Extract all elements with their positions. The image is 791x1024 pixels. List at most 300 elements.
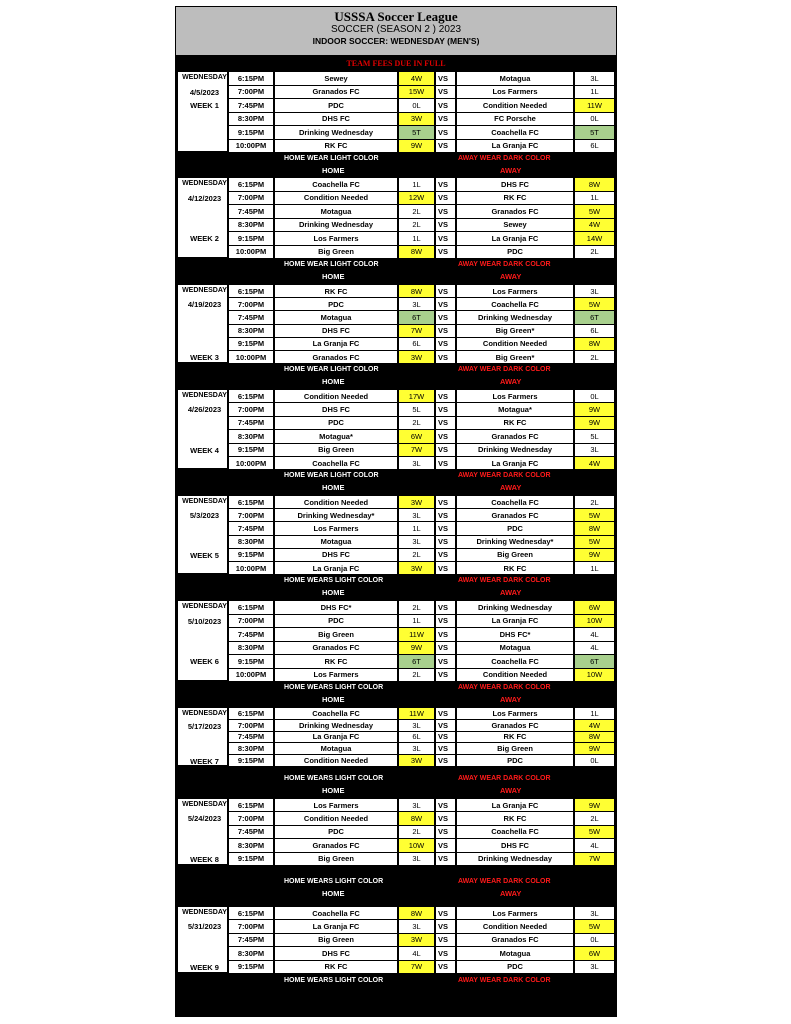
away-result: 5L	[574, 429, 615, 443]
vs-label: VS	[435, 707, 456, 720]
away-color-note: AWAY WEAR DARK COLOR	[458, 977, 551, 984]
home-result: 9W	[398, 641, 435, 656]
away-team: Granados FC	[456, 508, 574, 522]
home-label: HOME	[322, 272, 345, 281]
vs-label: VS	[435, 946, 456, 960]
away-team: Drinking Wednesday	[456, 443, 574, 457]
home-result: 2L	[398, 668, 435, 683]
week-date: 5/24/2023	[187, 814, 222, 824]
away-color-note: AWAY WEAR DARK COLOR	[458, 155, 551, 162]
game-time: 7:00PM	[228, 402, 274, 416]
division-label: INDOOR SOCCER: WEDNESDAY (MEN'S)	[312, 36, 480, 46]
away-team: DHS FC	[456, 177, 574, 192]
home-team: Drinking Wednesday	[274, 125, 398, 140]
week-day-cell	[177, 389, 228, 469]
home-team: La Granja FC	[274, 337, 398, 351]
home-result: 2L	[398, 204, 435, 219]
home-team: PDC	[274, 297, 398, 311]
home-team: Big Green	[274, 852, 398, 866]
away-result: 2L	[574, 350, 615, 364]
vs-label: VS	[435, 112, 456, 127]
game-time: 6:15PM	[228, 798, 274, 812]
away-result: 9W	[574, 798, 615, 812]
away-result: 8W	[574, 177, 615, 192]
away-result: 5T	[574, 125, 615, 140]
vs-label: VS	[435, 798, 456, 812]
vs-label: VS	[435, 218, 456, 233]
game-time: 7:45PM	[228, 627, 274, 642]
vs-label: VS	[435, 85, 456, 100]
away-team: La Granja FC	[456, 231, 574, 246]
vs-label: VS	[435, 177, 456, 192]
home-team: DHS FC	[274, 402, 398, 416]
vs-label: VS	[435, 508, 456, 522]
away-result: 8W	[574, 731, 615, 744]
away-label: AWAY	[500, 588, 522, 597]
away-label: AWAY	[500, 166, 522, 175]
week-date: 5/10/2023	[187, 616, 222, 626]
home-team: RK FC	[274, 139, 398, 154]
game-time: 7:45PM	[228, 98, 274, 113]
away-result: 9W	[574, 548, 615, 562]
home-result: 1L	[398, 177, 435, 192]
game-time: 8:30PM	[228, 429, 274, 443]
home-result: 7W	[398, 960, 435, 974]
home-result: 4L	[398, 946, 435, 960]
home-result: 3L	[398, 456, 435, 470]
home-team: Drinking Wednesday	[274, 218, 398, 233]
vs-label: VS	[435, 521, 456, 535]
home-team: RK FC	[274, 960, 398, 974]
away-result: 7W	[574, 852, 615, 866]
league-title: USSSA Soccer League	[334, 9, 458, 24]
home-team: Los Farmers	[274, 231, 398, 246]
away-team: Drinking Wednesday	[456, 600, 574, 615]
home-team: Coachella FC	[274, 707, 398, 720]
vs-label: VS	[435, 754, 456, 767]
away-team: Coachella FC	[456, 495, 574, 509]
home-team: Big Green	[274, 627, 398, 642]
home-color-note: HOME WEAR LIGHT COLOR	[284, 261, 379, 268]
away-result: 5W	[574, 204, 615, 219]
home-label: HOME	[322, 166, 345, 175]
vs-label: VS	[435, 350, 456, 364]
home-result: 10W	[398, 838, 435, 852]
away-team: La Granja FC	[456, 456, 574, 470]
away-result: 14W	[574, 231, 615, 246]
away-team: DHS FC*	[456, 627, 574, 642]
away-result: 9W	[574, 742, 615, 755]
week-day-cell	[177, 707, 228, 766]
away-team: FC Porsche	[456, 112, 574, 127]
home-result: 17W	[398, 389, 435, 403]
away-team: Condition Needed	[456, 919, 574, 933]
away-result: 3L	[574, 284, 615, 298]
game-time: 10:00PM	[228, 245, 274, 260]
game-time: 7:45PM	[228, 933, 274, 947]
vs-label: VS	[435, 402, 456, 416]
vs-label: VS	[435, 933, 456, 947]
home-team: Granados FC	[274, 641, 398, 656]
away-result: 6T	[574, 310, 615, 324]
home-color-note: HOME WEARS LIGHT COLOR	[284, 775, 384, 782]
away-team: Big Green	[456, 742, 574, 755]
away-result: 0L	[574, 933, 615, 947]
home-label: HOME	[322, 695, 345, 704]
home-team: Los Farmers	[274, 521, 398, 535]
away-team: Coachella FC	[456, 125, 574, 140]
home-team: Condition Needed	[274, 191, 398, 206]
home-team: Los Farmers	[274, 668, 398, 683]
home-team: Condition Needed	[274, 495, 398, 509]
away-team: PDC	[456, 960, 574, 974]
away-label: AWAY	[500, 889, 522, 898]
vs-label: VS	[435, 548, 456, 562]
game-time: 7:45PM	[228, 521, 274, 535]
away-team: La Granja FC	[456, 798, 574, 812]
home-result: 1L	[398, 231, 435, 246]
away-result: 4W	[574, 719, 615, 732]
home-result: 8W	[398, 245, 435, 260]
away-team: Big Green	[456, 548, 574, 562]
vs-label: VS	[435, 561, 456, 575]
away-result: 6L	[574, 139, 615, 154]
game-time: 6:15PM	[228, 71, 274, 86]
home-result: 6W	[398, 429, 435, 443]
home-result: 9W	[398, 139, 435, 154]
game-time: 6:15PM	[228, 284, 274, 298]
home-result: 6L	[398, 731, 435, 744]
vs-label: VS	[435, 139, 456, 154]
week-number: WEEK 8	[190, 854, 219, 864]
home-result: 8W	[398, 811, 435, 825]
vs-label: VS	[435, 389, 456, 403]
away-result: 6L	[574, 324, 615, 338]
away-result: 0L	[574, 754, 615, 767]
weekday-label: WEDNESDAY	[182, 180, 227, 187]
away-result: 10W	[574, 614, 615, 629]
week-number: WEEK 4	[190, 445, 219, 455]
away-result: 3L	[574, 906, 615, 920]
weekday-label: WEDNESDAY	[182, 801, 227, 808]
vs-label: VS	[435, 919, 456, 933]
home-team: Condition Needed	[274, 754, 398, 767]
away-result: 4L	[574, 627, 615, 642]
vs-label: VS	[435, 456, 456, 470]
game-time: 9:15PM	[228, 960, 274, 974]
home-result: 3L	[398, 297, 435, 311]
away-team: Coachella FC	[456, 654, 574, 669]
week-number: WEEK 9	[190, 962, 219, 972]
game-time: 10:00PM	[228, 456, 274, 470]
vs-label: VS	[435, 641, 456, 656]
home-result: 11W	[398, 707, 435, 720]
game-time: 7:00PM	[228, 191, 274, 206]
away-label: AWAY	[500, 695, 522, 704]
home-team: Drinking Wednesday	[274, 719, 398, 732]
week-day-cell	[177, 495, 228, 574]
home-team: Drinking Wednesday*	[274, 508, 398, 522]
home-team: Big Green	[274, 443, 398, 457]
game-time: 7:45PM	[228, 204, 274, 219]
home-team: RK FC	[274, 654, 398, 669]
week-day-cell	[177, 600, 228, 681]
week-date: 4/26/2023	[187, 405, 222, 415]
home-team: RK FC	[274, 284, 398, 298]
week-number: WEEK 3	[190, 353, 219, 362]
fees-notice: TEAM FEES DUE IN FULL	[346, 59, 446, 68]
home-team: Big Green	[274, 933, 398, 947]
home-color-note: HOME WEARS LIGHT COLOR	[284, 684, 384, 691]
away-result: 6W	[574, 600, 615, 615]
game-time: 8:30PM	[228, 535, 274, 549]
away-team: La Granja FC	[456, 614, 574, 629]
home-team: DHS FC	[274, 324, 398, 338]
away-result: 3L	[574, 71, 615, 86]
away-result: 4W	[574, 456, 615, 470]
home-result: 3L	[398, 535, 435, 549]
home-team: DHS FC*	[274, 600, 398, 615]
away-color-note: AWAY WEAR DARK COLOR	[458, 261, 551, 268]
away-team: Big Green*	[456, 350, 574, 364]
game-time: 8:30PM	[228, 112, 274, 127]
home-result: 1L	[398, 614, 435, 629]
vs-label: VS	[435, 204, 456, 219]
game-time: 8:30PM	[228, 218, 274, 233]
vs-label: VS	[435, 191, 456, 206]
away-team: Motagua	[456, 641, 574, 656]
home-result: 8W	[398, 906, 435, 920]
away-team: Coachella FC	[456, 825, 574, 839]
game-time: 9:15PM	[228, 125, 274, 140]
home-team: Sewey	[274, 71, 398, 86]
away-team: Motagua	[456, 946, 574, 960]
away-team: Drinking Wednesday	[456, 310, 574, 324]
home-team: Condition Needed	[274, 389, 398, 403]
schedule-sheet	[175, 6, 617, 1017]
home-result: 11W	[398, 627, 435, 642]
game-time: 9:15PM	[228, 337, 274, 351]
vs-label: VS	[435, 719, 456, 732]
home-label: HOME	[322, 889, 345, 898]
weekday-label: WEDNESDAY	[182, 909, 227, 916]
game-time: 10:00PM	[228, 139, 274, 154]
weekday-label: WEDNESDAY	[182, 392, 227, 399]
home-team: DHS FC	[274, 946, 398, 960]
week-number: WEEK 1	[190, 101, 219, 110]
game-time: 6:15PM	[228, 906, 274, 920]
weekday-label: WEDNESDAY	[182, 74, 227, 81]
vs-label: VS	[435, 310, 456, 324]
vs-label: VS	[435, 825, 456, 839]
home-result: 8W	[398, 284, 435, 298]
away-result: 0L	[574, 389, 615, 403]
week-day-cell	[177, 177, 228, 258]
home-team: Granados FC	[274, 350, 398, 364]
home-team: PDC	[274, 614, 398, 629]
away-result: 3L	[574, 960, 615, 974]
game-time: 7:00PM	[228, 719, 274, 732]
game-time: 10:00PM	[228, 561, 274, 575]
home-result: 2L	[398, 600, 435, 615]
home-result: 3L	[398, 719, 435, 732]
week-date: 4/12/2023	[187, 193, 222, 203]
game-time: 6:15PM	[228, 707, 274, 720]
vs-label: VS	[435, 245, 456, 260]
home-team: Coachella FC	[274, 906, 398, 920]
week-day-cell	[177, 284, 228, 363]
header	[175, 6, 617, 56]
away-result: 2L	[574, 811, 615, 825]
vs-label: VS	[435, 811, 456, 825]
home-result: 5L	[398, 402, 435, 416]
vs-label: VS	[435, 906, 456, 920]
away-result: 5W	[574, 297, 615, 311]
away-team: RK FC	[456, 416, 574, 430]
week-number: WEEK 7	[190, 757, 219, 767]
home-result: 3W	[398, 933, 435, 947]
away-result: 3L	[574, 443, 615, 457]
season-subtitle: SOCCER (SEASON 2 ) 2023	[330, 24, 462, 35]
game-time: 7:00PM	[228, 811, 274, 825]
home-team: Motagua	[274, 310, 398, 324]
away-team: Big Green*	[456, 324, 574, 338]
home-result: 3L	[398, 919, 435, 933]
home-color-note: HOME WEAR LIGHT COLOR	[284, 472, 379, 479]
home-color-note: HOME WEARS LIGHT COLOR	[284, 878, 384, 885]
away-label: AWAY	[500, 786, 522, 795]
game-time: 6:15PM	[228, 495, 274, 509]
week-date: 5/3/2023	[189, 511, 220, 521]
away-result: 5W	[574, 919, 615, 933]
away-team: Motagua*	[456, 402, 574, 416]
home-result: 3L	[398, 508, 435, 522]
away-team: Condition Needed	[456, 337, 574, 351]
home-label: HOME	[322, 588, 345, 597]
home-team: Condition Needed	[274, 811, 398, 825]
home-result: 3L	[398, 798, 435, 812]
vs-label: VS	[435, 324, 456, 338]
away-team: Los Farmers	[456, 906, 574, 920]
game-time: 10:00PM	[228, 350, 274, 364]
away-team: Los Farmers	[456, 389, 574, 403]
vs-label: VS	[435, 71, 456, 86]
game-time: 7:45PM	[228, 731, 274, 744]
weekday-label: WEDNESDAY	[182, 710, 227, 717]
game-time: 9:15PM	[228, 654, 274, 669]
game-time: 6:15PM	[228, 389, 274, 403]
away-color-note: AWAY WEAR DARK COLOR	[458, 472, 551, 479]
game-time: 7:00PM	[228, 508, 274, 522]
week-day-cell	[177, 906, 228, 973]
vs-label: VS	[435, 654, 456, 669]
weekday-label: WEDNESDAY	[182, 603, 227, 610]
away-result: 6W	[574, 946, 615, 960]
away-team: RK FC	[456, 731, 574, 744]
away-result: 5W	[574, 508, 615, 522]
home-result: 6T	[398, 654, 435, 669]
away-result: 1L	[574, 707, 615, 720]
vs-label: VS	[435, 297, 456, 311]
away-team: RK FC	[456, 561, 574, 575]
home-team: DHS FC	[274, 548, 398, 562]
vs-label: VS	[435, 284, 456, 298]
away-result: 0L	[574, 112, 615, 127]
game-time: 6:15PM	[228, 600, 274, 615]
game-time: 6:15PM	[228, 177, 274, 192]
week-number: WEEK 6	[190, 657, 219, 666]
away-result: 5W	[574, 535, 615, 549]
home-result: 2L	[398, 218, 435, 233]
away-team: Granados FC	[456, 719, 574, 732]
game-time: 7:45PM	[228, 825, 274, 839]
week-date: 5/31/2023	[187, 922, 222, 932]
home-result: 2L	[398, 416, 435, 430]
week-day-cell	[177, 798, 228, 865]
home-result: 6T	[398, 310, 435, 324]
home-label: HOME	[322, 483, 345, 492]
home-team: PDC	[274, 416, 398, 430]
game-time: 8:30PM	[228, 838, 274, 852]
away-result: 2L	[574, 495, 615, 509]
vs-label: VS	[435, 416, 456, 430]
game-time: 9:15PM	[228, 548, 274, 562]
vs-label: VS	[435, 600, 456, 615]
week-number: WEEK 5	[190, 550, 219, 560]
home-result: 1L	[398, 521, 435, 535]
away-result: 9W	[574, 402, 615, 416]
home-result: 5T	[398, 125, 435, 140]
home-team: PDC	[274, 98, 398, 113]
vs-label: VS	[435, 838, 456, 852]
game-time: 9:15PM	[228, 443, 274, 457]
away-color-note: AWAY WEAR DARK COLOR	[458, 366, 551, 373]
away-team: La Granja FC	[456, 139, 574, 154]
away-team: Los Farmers	[456, 707, 574, 720]
home-team: Motagua	[274, 204, 398, 219]
away-result: 5W	[574, 825, 615, 839]
home-result: 4W	[398, 71, 435, 86]
vs-label: VS	[435, 742, 456, 755]
away-result: 1L	[574, 191, 615, 206]
away-team: Coachella FC	[456, 297, 574, 311]
away-result: 10W	[574, 668, 615, 683]
away-team: Granados FC	[456, 204, 574, 219]
vs-label: VS	[435, 429, 456, 443]
home-result: 3W	[398, 350, 435, 364]
home-team: La Granja FC	[274, 919, 398, 933]
vs-label: VS	[435, 231, 456, 246]
vs-label: VS	[435, 668, 456, 683]
home-label: HOME	[322, 377, 345, 386]
away-result: 4L	[574, 838, 615, 852]
week-date: 4/5/2023	[189, 87, 220, 97]
home-team: Los Farmers	[274, 798, 398, 812]
away-team: Drinking Wednesday*	[456, 535, 574, 549]
away-result: 1L	[574, 561, 615, 575]
away-color-note: AWAY WEAR DARK COLOR	[458, 684, 551, 691]
game-time: 7:45PM	[228, 416, 274, 430]
away-result: 8W	[574, 521, 615, 535]
home-result: 2L	[398, 548, 435, 562]
away-result: 1L	[574, 85, 615, 100]
week-day-cell	[177, 71, 228, 152]
home-team: Motagua*	[274, 429, 398, 443]
week-date: 4/19/2023	[187, 300, 222, 310]
home-result: 3L	[398, 852, 435, 866]
vs-label: VS	[435, 443, 456, 457]
game-time: 9:15PM	[228, 231, 274, 246]
